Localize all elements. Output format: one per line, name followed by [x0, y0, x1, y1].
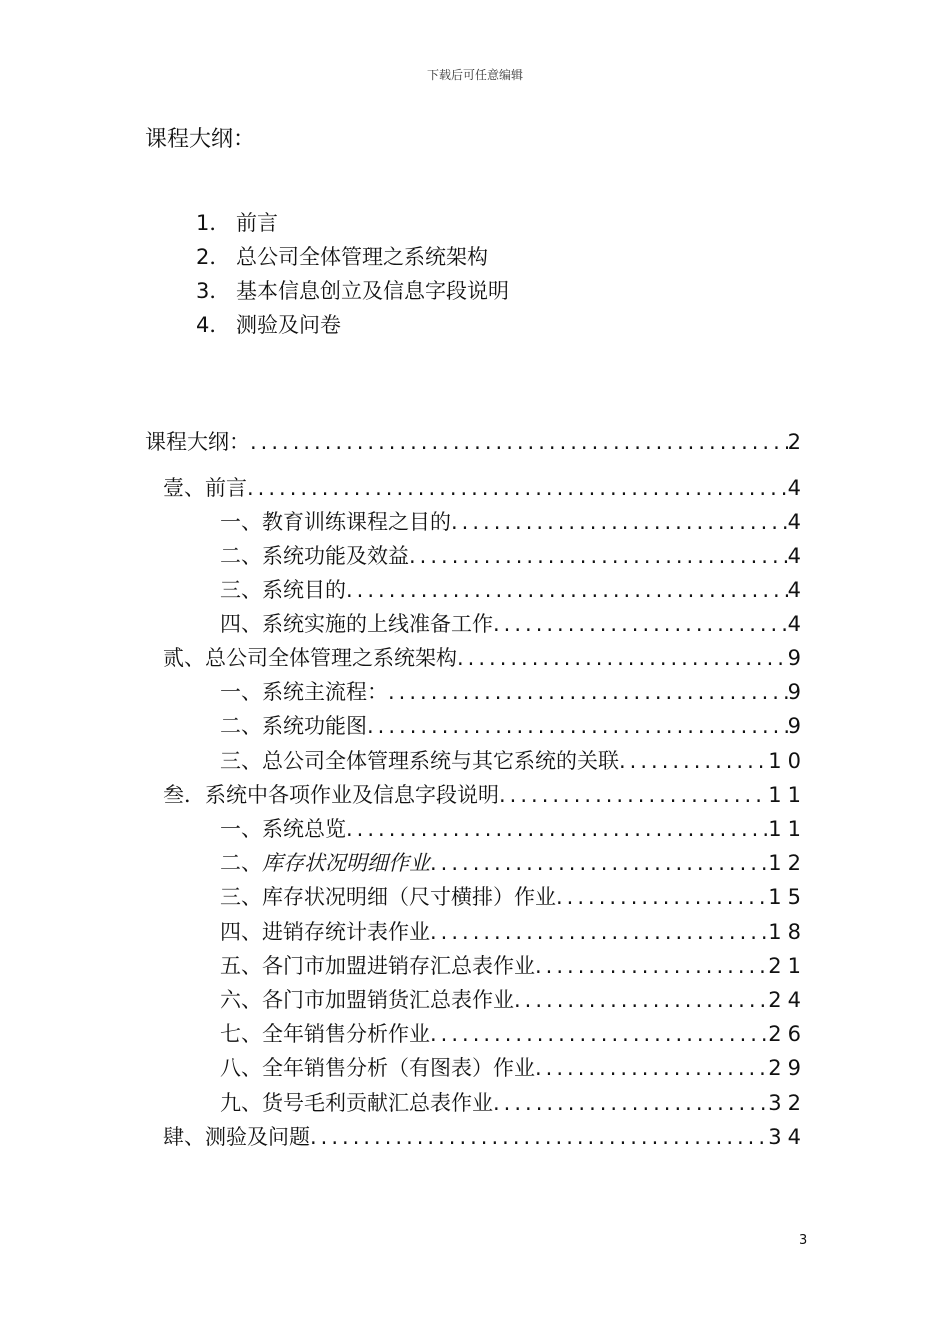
dot-leader: [310, 1120, 768, 1154]
toc-entry-marker: 壹、: [163, 476, 205, 500]
outline-title: 课程大纲：: [145, 127, 256, 152]
toc-entry-page: 18: [768, 920, 807, 944]
toc-entry-marker: 六、: [220, 988, 262, 1012]
toc-entry-page: 4: [787, 544, 807, 568]
toc-entry-page: 34: [768, 1125, 807, 1149]
dot-leader: [409, 539, 788, 573]
toc-entry-page: 10: [768, 749, 807, 773]
toc-entry[interactable]: [220, 915, 807, 949]
toc-entry[interactable]: [220, 607, 807, 641]
toc-entry[interactable]: [220, 846, 807, 880]
outline-item: [196, 274, 509, 308]
toc-entry-marker: 叁．: [163, 783, 205, 807]
outline-list: [196, 206, 509, 342]
toc-entry-page: 15: [768, 885, 807, 909]
dot-leader: [514, 983, 768, 1017]
toc-entry[interactable]: [220, 1051, 807, 1085]
toc-entry-page: 21: [768, 954, 807, 978]
toc-entry[interactable]: [220, 675, 807, 709]
toc-entry-marker: 三、: [220, 578, 262, 602]
dot-leader: [499, 778, 768, 812]
page-header: 下载后可任意编辑: [426, 68, 523, 82]
toc-entry-title: 货号毛利贡献汇总表作业: [262, 1091, 493, 1115]
outline-item: [196, 308, 509, 342]
toc-entry[interactable]: [220, 573, 807, 607]
toc-entry-title: 总公司全体管理之系统架构: [205, 646, 457, 670]
toc-entry[interactable]: [220, 983, 807, 1017]
dot-leader: [367, 709, 788, 743]
toc-entry-page: 11: [768, 817, 807, 841]
dot-leader: [247, 471, 788, 505]
dot-leader: [430, 915, 768, 949]
toc-entry-page: 9: [787, 646, 807, 670]
dot-leader: [535, 949, 768, 983]
dot-leader: [493, 607, 788, 641]
toc-entry-title: 进销存统计表作业: [262, 920, 430, 944]
dot-leader: [556, 880, 768, 914]
toc-entry-title: 全年销售分析作业: [262, 1022, 430, 1046]
dot-leader: [430, 1017, 768, 1051]
toc-entry-marker: 七、: [220, 1022, 262, 1046]
toc-entry-title: 系统总览: [262, 817, 346, 841]
toc-entry[interactable]: [220, 505, 807, 539]
toc-entry-marker: 二、: [220, 714, 262, 738]
toc-entry-marker: 三、: [220, 749, 262, 773]
outline-item-label: 总公司全体管理之系统架构: [236, 245, 488, 269]
toc-entry-page: 4: [787, 476, 807, 500]
toc-entry-marker: 五、: [220, 954, 262, 978]
outline-item-label: 前言: [236, 211, 278, 235]
toc-entry-marker: 肆、: [163, 1125, 205, 1149]
toc-entry[interactable]: [220, 539, 807, 573]
outline-item-number: 3．: [196, 279, 231, 303]
toc-entry-title: 各门市加盟销货汇总表作业: [262, 988, 514, 1012]
toc-entry-marker: 三、: [220, 885, 262, 909]
toc-entry-page: 4: [787, 612, 807, 636]
toc-entry-marker: 四、: [220, 612, 262, 636]
toc-entry[interactable]: [163, 641, 807, 675]
toc-entry-page: 24: [768, 988, 807, 1012]
toc-entry[interactable]: [220, 709, 807, 743]
toc-entry-title: 各门市加盟进销存汇总表作业: [262, 954, 535, 978]
toc-entry-title: 库存状况明细（尺寸横排）作业: [262, 885, 556, 909]
toc-entry-page: 29: [768, 1056, 807, 1080]
toc-entry-title: 系统主流程：: [262, 680, 388, 704]
dot-leader: [535, 1051, 768, 1085]
dot-leader: [451, 505, 788, 539]
toc-entry-title: 库存状况明细作业: [262, 851, 430, 875]
toc-entry-page: 9: [787, 680, 807, 704]
toc-entry-marker: 九、: [220, 1091, 262, 1115]
outline-item-number: 2．: [196, 245, 231, 269]
toc-entry-marker: 一、: [220, 817, 262, 841]
dot-leader: [493, 1086, 768, 1120]
toc-entry-marker: 八、: [220, 1056, 262, 1080]
toc-entry-title: 系统目的: [262, 578, 346, 602]
toc-entry-title: 测验及问题: [205, 1125, 310, 1149]
toc-entry-marker: 二、: [220, 544, 262, 568]
toc-entry-title: 教育训练课程之目的: [262, 510, 451, 534]
toc-entry-marker: 二、: [220, 851, 262, 875]
dot-leader: [388, 675, 788, 709]
toc-entry-page: 32: [768, 1091, 807, 1115]
toc-entry[interactable]: [163, 1120, 807, 1154]
dot-leader: [457, 641, 788, 675]
toc-entry[interactable]: [163, 471, 807, 505]
toc-entry-title: 系统功能及效益: [262, 544, 409, 568]
toc-entry-marker: 一、: [220, 680, 262, 704]
outline-item-number: 1．: [196, 211, 231, 235]
toc-entry-marker: 四、: [220, 920, 262, 944]
toc-entry-page: 12: [768, 851, 807, 875]
toc-entry-marker: 贰、: [163, 646, 205, 670]
toc-entry-page: 11: [768, 783, 807, 807]
toc-entry-title: 系统中各项作业及信息字段说明: [205, 783, 499, 807]
dot-leader: [619, 744, 768, 778]
dot-leader: [250, 425, 788, 459]
toc-entry-title: 总公司全体管理系统与其它系统的关联: [262, 749, 619, 773]
toc-entry[interactable]: [220, 744, 807, 778]
toc-entry-title: 系统实施的上线准备工作: [262, 612, 493, 636]
outline-item-label: 测验及问卷: [236, 313, 341, 337]
toc-entry[interactable]: [220, 1086, 807, 1120]
toc-entry-title: 前言: [205, 476, 247, 500]
toc-entry-page: 4: [787, 510, 807, 534]
toc-entry-marker: 一、: [220, 510, 262, 534]
toc-entry[interactable]: [220, 949, 807, 983]
toc-entry-title: 课程大纲：: [145, 430, 250, 454]
toc-entry[interactable]: [145, 425, 807, 459]
toc-entry-page: 2: [787, 430, 807, 454]
dot-leader: [430, 846, 768, 880]
page-number: 3: [799, 1233, 808, 1248]
outline-item: [196, 206, 509, 240]
outline-item: [196, 240, 509, 274]
toc-entry-page: 26: [768, 1022, 807, 1046]
toc-entry[interactable]: [163, 778, 807, 812]
toc-entry[interactable]: [220, 1017, 807, 1051]
outline-item-label: 基本信息创立及信息字段说明: [236, 279, 509, 303]
dot-leader: [346, 573, 788, 607]
dot-leader: [346, 812, 768, 846]
outline-item-number: 4．: [196, 313, 231, 337]
toc-entry[interactable]: [220, 880, 807, 914]
toc-entry-title: 系统功能图: [262, 714, 367, 738]
toc-entry-title: 全年销售分析（有图表）作业: [262, 1056, 535, 1080]
toc-entry-page: 9: [787, 714, 807, 738]
toc-entry-page: 4: [787, 578, 807, 602]
toc-entry[interactable]: [220, 812, 807, 846]
